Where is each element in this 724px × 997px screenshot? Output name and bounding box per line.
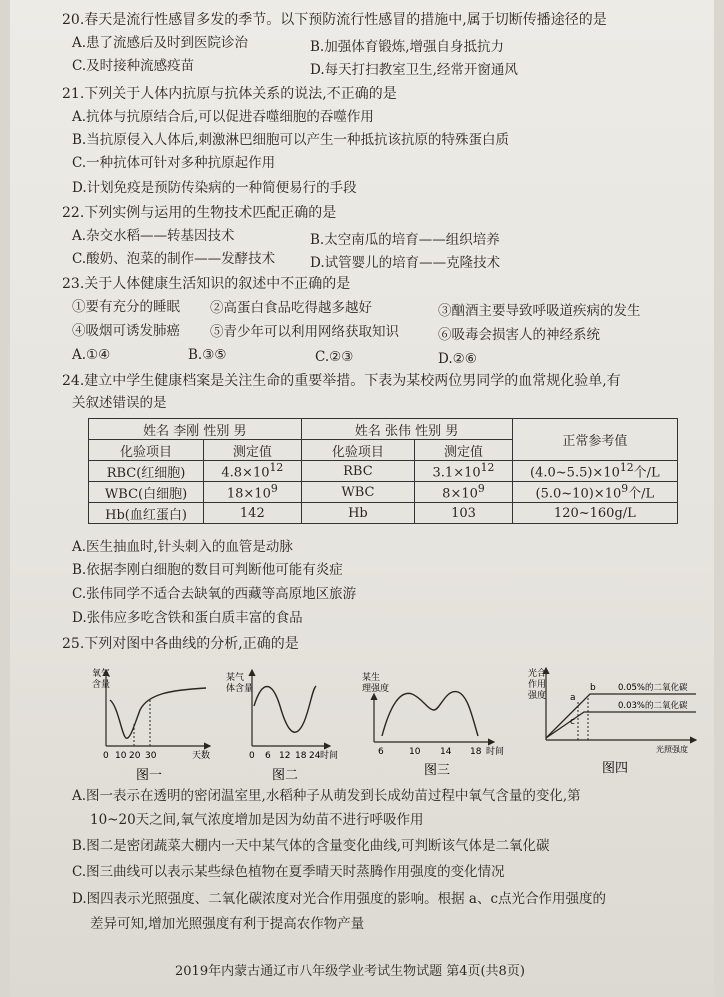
- table-row: [89, 461, 678, 482]
- patient-2-value-header: 测定值: [415, 440, 512, 461]
- question-20-option-a: A.患了流感后及时到医院诊治: [72, 35, 249, 51]
- question-24-stem-line-2: 关叙述错误的是: [72, 395, 167, 411]
- figure-3-caption: 图三: [424, 763, 451, 778]
- question-21-option-a: A.抗体与抗原结合后,可以促进吞噬细胞的吞噬作用: [72, 109, 374, 125]
- figure-2-ylabel-1: 某气: [226, 673, 245, 683]
- figure-2-caption: 图二: [272, 768, 299, 783]
- figure-1-curve: [110, 688, 206, 738]
- question-21-option-b: B.当抗原侵入人体后,刺激淋巴细胞可以产生一种抵抗该抗原的特殊蛋白质: [72, 132, 510, 148]
- question-24-option-c: C.张伟同学不适合去缺氧的西藏等高原地区旅游: [72, 586, 357, 602]
- table-row: [89, 482, 678, 503]
- figure-3-ylabel-2: 理强度: [362, 684, 390, 694]
- question-22-option-d: D.试管婴儿的培育——克隆技术: [310, 255, 501, 271]
- question-24-option-b: B.依据李刚白细胞的数目可判断他可能有炎症: [72, 562, 343, 578]
- question-21-option-c: C.一种抗体可针对多种抗原起作用: [72, 155, 276, 171]
- statement-1: ①要有充分的睡眠: [72, 299, 180, 315]
- figure-3-tick: 18: [470, 747, 482, 757]
- patient-1-item: WBC(白细胞): [89, 482, 204, 503]
- question-20-option-c: C.及时接种流感疫苗: [72, 58, 195, 74]
- figure-1-ylabel-2: 含量: [92, 680, 111, 690]
- figure-1-tick: 0: [103, 751, 109, 761]
- question-25-option-a-line-1: A.图一表示在透明的密闭温室里,水稻种子从萌发到长成幼苗过程中氧气含量的变化,第: [72, 788, 581, 804]
- figure-1: [92, 667, 210, 783]
- figure-4-point-b: b: [590, 683, 596, 693]
- figure-2: [226, 670, 338, 783]
- figure-1-tick: 20: [129, 751, 141, 761]
- question-25-option-b: B.图二是密闭蔬菜大棚内一天中某气体的含量变化曲线,可判断该气体是二氧化碳: [72, 838, 550, 854]
- figure-2-tick: 18: [295, 751, 307, 761]
- table-header-row: [89, 419, 678, 440]
- question-24-option-d: D.张伟应多吃含铁和蛋白质丰富的食品: [72, 610, 303, 626]
- figure-1-tick: 30: [145, 751, 157, 761]
- figure-1-caption: 图一: [136, 768, 163, 783]
- figure-2-tick: 24: [309, 751, 321, 761]
- figure-4-series-1-label: 0.05%的二氧化碳: [618, 683, 688, 693]
- figure-3-ylabel-1: 某生: [362, 673, 381, 683]
- question-23-option-c: C.②③: [315, 349, 354, 365]
- patient-2-value: $3.1\times 10^{12}$: [415, 461, 512, 482]
- question-23-option-b: B.③⑤: [188, 347, 227, 363]
- patient-2-header: 姓名 张伟 性别 男: [301, 419, 512, 440]
- patient-1-value: $4.8\times 10^{12}$: [204, 461, 301, 482]
- table-row: [89, 503, 678, 524]
- question-20-option-b: B.加强体育锻炼,增强自身抵抗力: [310, 39, 505, 55]
- figure-3-tick: 14: [440, 747, 452, 757]
- figure-3-curve: [382, 692, 478, 736]
- reference-value: 120~160g/L: [512, 503, 677, 524]
- figure-3-tick: 6: [378, 747, 384, 757]
- figure-4-point-c: c: [570, 717, 575, 727]
- patient-2-value: 103: [415, 503, 512, 524]
- figure-4-point-a: a: [570, 693, 576, 703]
- figure-3: [362, 671, 504, 778]
- statement-4: ④吸烟可诱发肺癌: [72, 323, 180, 339]
- figure-2-tick: 0: [249, 751, 255, 761]
- patient-1-value: $18\times 10^9$: [204, 482, 301, 503]
- question-22-stem: 22.下列实例与运用的生物技术匹配正确的是: [62, 205, 337, 221]
- figure-4-xlabel: 光照强度: [656, 745, 688, 754]
- figure-3-tick: 10: [409, 747, 421, 757]
- figure-2-curve: [254, 686, 316, 732]
- question-24-stem-line-1: 24.建立中学生健康档案是关注生命的重要举措。下表为某校两位男同学的血常规化验单,有: [62, 373, 621, 389]
- question-20-stem: 20.春天是流行性感冒多发的季节。以下预防流行性感冒的措施中,属于切断传播途径的是: [62, 12, 607, 28]
- question-25-option-d-line-2: 差异可知,增加光照强度有利于提高农作物产量: [90, 916, 365, 932]
- statement-2: ②高蛋白食品吃得越多越好: [210, 300, 372, 316]
- patient-1-item-header: 化验项目: [89, 440, 204, 461]
- question-24-option-a: A.医生抽血时,针头刺入的血管是动脉: [72, 539, 293, 555]
- question-22-option-c: C.酸奶、泡菜的制作——发酵技术: [72, 251, 276, 267]
- blood-test-table: [88, 418, 678, 524]
- patient-1-value: 142: [204, 503, 301, 524]
- patient-1-item: RBC(红细胞): [89, 461, 204, 482]
- figure-4: [528, 667, 696, 776]
- question-22-option-b: B.太空南瓜的培育——组织培养: [310, 232, 500, 248]
- figures-group: [90, 666, 700, 786]
- question-20-option-d: D.每天打扫教室卫生,经常开窗通风: [310, 62, 518, 78]
- patient-1-value-header: 测定值: [204, 440, 301, 461]
- reference-value: $(4.0\sim 5.5)\times 10^{12}$个/L: [512, 461, 677, 482]
- patient-1-item: Hb(血红蛋白): [89, 503, 204, 524]
- figure-2-tick: 6: [265, 751, 271, 761]
- reference-value: $(5.0\sim 10)\times 10^9$个/L: [512, 482, 677, 503]
- figure-4-caption: 图四: [602, 761, 629, 776]
- question-25-stem: 25.下列对图中各曲线的分析,正确的是: [62, 636, 299, 652]
- question-25-option-a-line-2: 10~20天之间,氧气浓度增加是因为幼苗不进行呼吸作用: [90, 812, 424, 828]
- question-21-option-d: D.计划免疫是预防传染病的一种简便易行的手段: [72, 180, 357, 196]
- question-25-option-c: C.图三曲线可以表示某些绿色植物在夏季晴天时蒸腾作用强度的变化情况: [72, 864, 505, 880]
- figure-3-xlabel: 时间: [486, 747, 505, 757]
- question-25-option-d-line-1: D.图四表示光照强度、二氧化碳浓度对光合作用强度的影响。根据 a、c点光合作用强度的: [72, 891, 607, 907]
- patient-1-header: 姓名 李刚 性别 男: [89, 419, 302, 440]
- statement-3: ③酗酒主要导致呼吸道疾病的发生: [438, 303, 641, 319]
- question-22-option-a: A.杂交水稻——转基因技术: [72, 228, 235, 244]
- statement-6: ⑥吸毒会损害人的神经系统: [438, 327, 600, 343]
- question-21-stem: 21.下列关于人体内抗原与抗体关系的说法,不正确的是: [62, 86, 397, 102]
- figure-2-tick: 12: [279, 751, 291, 761]
- question-23-option-a: A.①④: [72, 347, 111, 363]
- figure-2-xlabel: 时间: [320, 751, 339, 761]
- figure-4-ylabel-1: 光合: [528, 669, 547, 679]
- question-23-stem: 23.关于人体健康生活知识的叙述中不正确的是: [62, 276, 351, 292]
- patient-2-item-header: 化验项目: [301, 440, 415, 461]
- reference-header: 正常参考值: [512, 419, 677, 461]
- figure-2-ylabel-2: 体含量: [226, 684, 254, 694]
- statement-5: ⑤青少年可以利用网络获取知识: [210, 324, 399, 340]
- figure-1-xlabel: 天数: [192, 751, 211, 761]
- patient-2-item: Hb: [301, 503, 415, 524]
- figure-4-ylabel-3: 强度: [528, 691, 547, 701]
- patient-2-item: WBC: [301, 482, 415, 503]
- figure-1-tick: 10: [115, 751, 127, 761]
- figure-4-ylabel-2: 作用: [528, 680, 547, 690]
- question-23-option-d: D.②⑥: [438, 351, 477, 367]
- page-footer: 2019年内蒙古通辽市八年级学业考试生物试题 第4页(共8页): [175, 964, 525, 979]
- figure-4-series-2-label: 0.03%的二氧化碳: [618, 701, 688, 711]
- exam-page: [10, 0, 714, 997]
- figure-1-ylabel-1: 氧气: [92, 669, 111, 679]
- patient-2-value: $8\times 10^9$: [415, 482, 512, 503]
- patient-2-item: RBC: [301, 461, 415, 482]
